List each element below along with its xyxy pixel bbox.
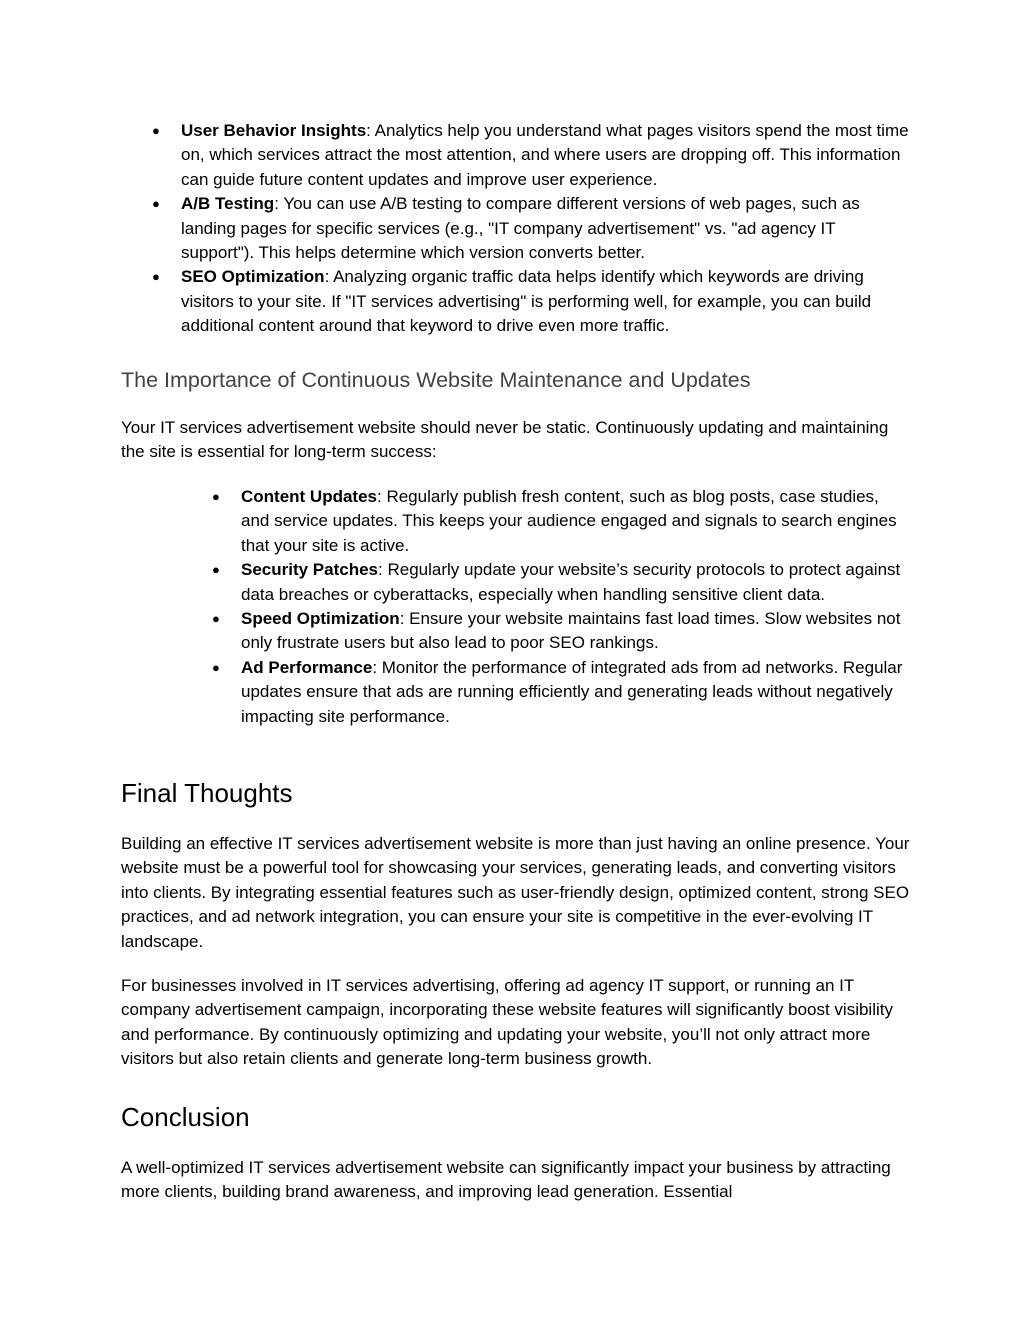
list-item-title: Content Updates <box>241 487 377 506</box>
conclusion-heading: Conclusion <box>121 1102 250 1132</box>
maintenance-intro: Your IT services advertisement website should never be static. Continuously updating and maintaining the site is essential for long-term success: <box>121 418 889 462</box>
conclusion-paragraph: A well-optimized IT services advertisement website can significantly impact your business by attracting more clients, building brand awareness, and improving lead generation. Essential <box>121 1158 891 1202</box>
list-item-title: Security Patches <box>241 560 379 580</box>
list-item-title: User Behavior Insights <box>181 121 367 140</box>
bullet-icon: ● <box>212 659 220 675</box>
list-item <box>212 656 911 729</box>
list-item <box>152 119 911 192</box>
bullet-icon: ● <box>212 611 220 627</box>
list-item-text: : Analytics help you understand what pages visitors spend the most time on, which services attract the most attention, and where users are dropping off. This information can guide future content updates and improve user experience. <box>181 121 909 189</box>
bullet-icon: ● <box>212 562 220 578</box>
list-item-text: : You can use A/B testing to compare different versions of web pages, such as landing pages for specific services (e.g., "IT company advertisement" vs. "ad agency IT support"). This helps determine which version converts better. <box>181 194 860 263</box>
final-thoughts-heading: Final Thoughts <box>121 778 293 808</box>
list-item-text: : Analyzing organic traffic data helps identify which keywords are driving visitors to your site. If "IT services advertising" is performing well, for example, you can build additional content around that keyword to drive even more traffic. <box>181 267 872 336</box>
list-item-title: SEO Optimization <box>181 267 325 287</box>
list-item-text: : Ensure your website maintains fast load times. Slow websites not only frustrate users but also lead to poor SEO rankings. <box>241 609 901 653</box>
bullet-icon: ● <box>152 196 160 212</box>
final-thoughts-paragraph-1: Building an effective IT services advertisement website is more than just having an online presence. Your website must be a powerful tool for showcasing your services, generating leads, and converting visitors into clients. By integrating essential features such as user-friendly design, optimized content, strong SEO practices, and ad network integration, you can ensure your site is competitive in the ever-evolving IT landscape. <box>121 834 910 951</box>
bullet-icon: ● <box>152 123 160 138</box>
analytics-benefits-list <box>152 119 911 339</box>
final-thoughts-paragraph-2: For businesses involved in IT services advertising, offering ad agency IT support, or running an IT company advertisement campaign, incorporating these website features will significantly boost visibility and performance. By continuously optimizing and updating your website, you’ll not only attract more visitors but also retain clients and generate long-term business growth. <box>121 976 893 1069</box>
list-item <box>212 485 911 558</box>
maintenance-heading: The Importance of Continuous Website Maintenance and Updates <box>121 368 751 392</box>
maintenance-list <box>212 485 911 729</box>
list-item <box>152 265 911 338</box>
list-item <box>152 192 911 265</box>
list-item-title: Ad Performance <box>241 657 373 677</box>
list-item-title: A/B Testing <box>181 194 275 214</box>
list-item-text: : Regularly publish fresh content, such as blog posts, case studies, and service updates. This keeps your audience engaged and signals to search engines that your site is active. <box>241 487 897 555</box>
bullet-icon: ● <box>212 489 220 504</box>
bullet-icon: ● <box>152 269 160 285</box>
list-item-text: : Regularly update your website’s security protocols to protect against data breaches or cyberattacks, especially when handling sensitive client data. <box>241 560 901 604</box>
list-item-text: : Monitor the performance of integrated ads from ad networks. Regular updates ensure that ads are running efficiently and generating leads without negatively impacting site performance. <box>241 657 903 726</box>
list-item <box>212 558 911 607</box>
list-item <box>212 607 911 656</box>
list-item-title: Speed Optimization <box>241 609 400 629</box>
